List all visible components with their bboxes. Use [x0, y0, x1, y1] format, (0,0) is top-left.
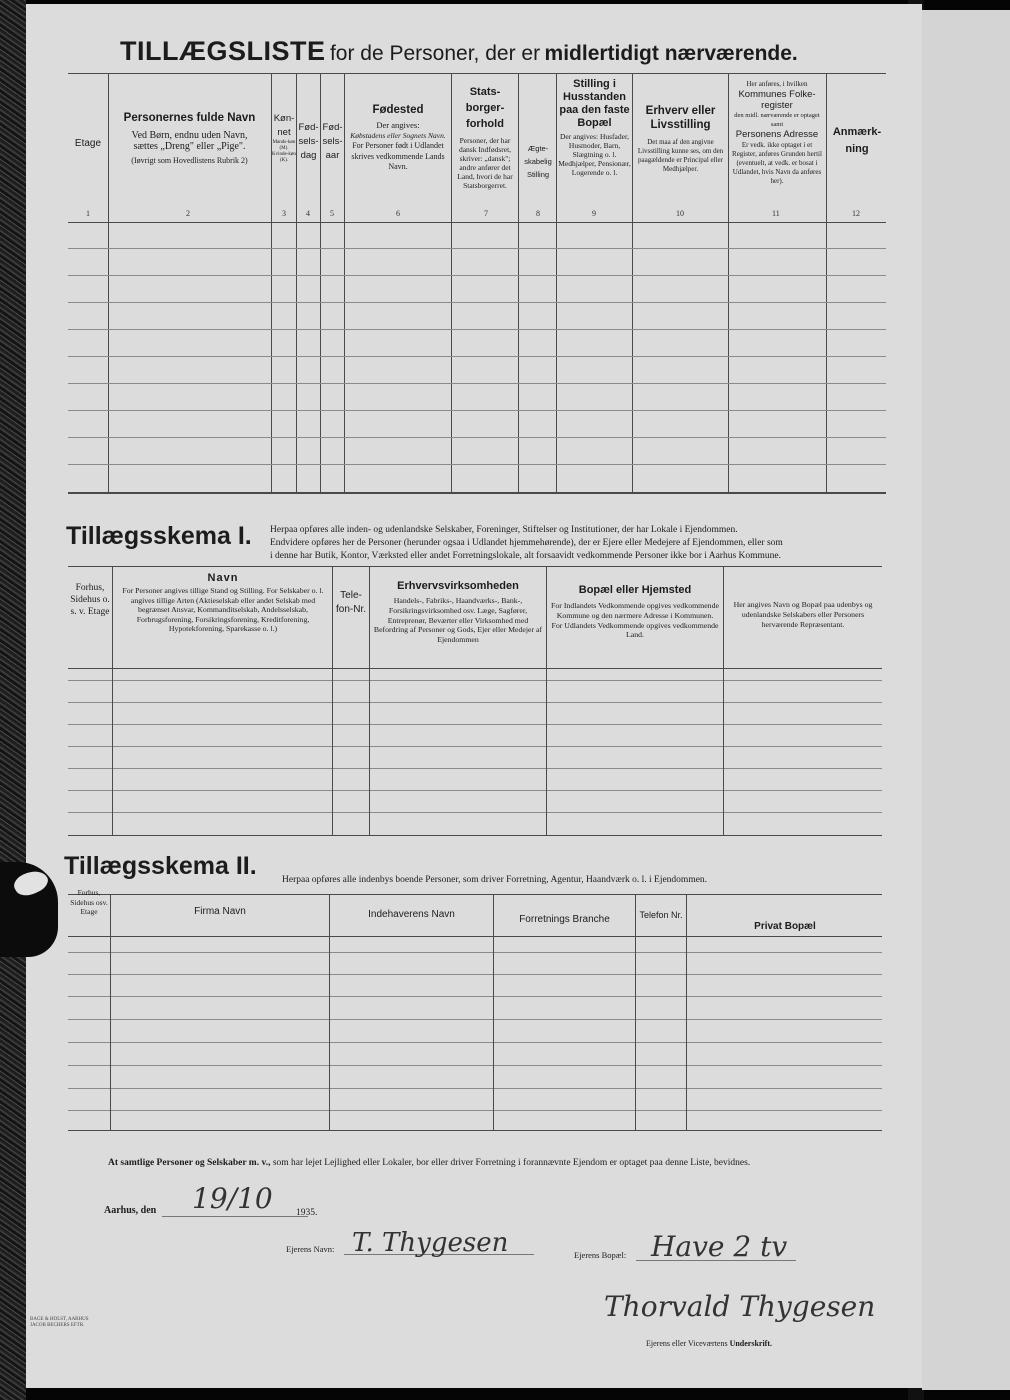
signature-label-text: Ejerens eller Viceværtens — [646, 1339, 728, 1348]
skema1-col-bopael-header — [549, 584, 721, 640]
page-title — [120, 36, 900, 67]
col-kon-label: Køn-net — [273, 113, 295, 138]
date-handwritten: 19/10 — [192, 1182, 273, 1215]
date-line — [162, 1216, 308, 1217]
col-erhverv-desc: Det maa af den angivne Livsstilling kunne ses, om den paagældende er Principal eller Medhjælper. — [637, 138, 724, 173]
skema2-col-etage: Forhus, Sidehus osv. Etage — [70, 888, 108, 916]
skema2-title: Tillægsskema II. — [64, 852, 257, 880]
skema2-col-privat-bopael — [690, 921, 880, 932]
skema1-title: Tillægsskema I. — [66, 522, 252, 550]
skema1-col-bopael-desc2: For Udlandets Vedkommende opgives vedkommende Land. — [551, 620, 719, 640]
skema1-intro3: i denne har Butik, Kontor, Værksted eller andet Forretningslokale, alt forsaavidt vedkommende Personer ikke bor i Aarhus Kommune. — [270, 551, 782, 561]
col-num-7: 7 — [484, 209, 488, 218]
col-num-4: 4 — [306, 209, 310, 218]
signature-label — [646, 1339, 772, 1348]
skema1-col-navn-header — [116, 572, 330, 634]
skema1-col-repraesentant: Her angives Navn og Bopæl paa udenbys og udenlandske Selskabers eller Personers herværende Repræsentant. — [733, 600, 873, 629]
col-num-1: 1 — [86, 209, 90, 218]
footer-statement-text: som har lejet Lejlighed eller Lokaler, bor eller driver Forretning i forannævnte Ejendom er optaget paa denne Liste, bevidnes. — [272, 1158, 751, 1168]
col-erhverv-label: Erhverv eller Livsstilling — [645, 105, 716, 131]
col-folkeregister-label2: Personens Adresse — [735, 129, 819, 140]
col-etage-label: Etage — [74, 138, 102, 149]
skema2-intro: Herpaa opføres alle indenbys boende Personer, som driver Forretning, Agentur, Haandværk o. l. i Ejendommen. — [282, 875, 708, 885]
col-num-12: 12 — [852, 209, 860, 218]
col-navn-desc3: (Iøvrigt som Hovedlistens Rubrik 2) — [131, 156, 248, 165]
title-bold: midlertidigt nærværende. — [544, 42, 798, 65]
skema2-col-privat-bopael-label: Privat Bopæl — [754, 921, 816, 932]
skema1-col-erhverv-desc: Handels-, Fabriks-, Haandværks-, Bank-, Forsikringsvirksomhed osv. Læge, Sagfører, Entreprenør, Beværter eller Virksomhed med Befordring af Personer og Gods, Ejer eller Medejer af Ejendommen — [373, 596, 543, 645]
col-folkeregister-header — [729, 80, 825, 186]
skema1-col-etage: Forhus, Sidehus o. s. v. Etage — [70, 583, 110, 617]
form-page — [26, 4, 922, 1388]
col-num-11: 11 — [772, 209, 780, 218]
skema2-top-rule — [68, 894, 882, 895]
col-num-3: 3 — [282, 209, 286, 218]
signature-handwritten: Thorvald Thygesen — [604, 1290, 876, 1323]
col-aegteskabelig-label: Ægte-skabelig Stilling — [524, 144, 552, 179]
skema1-intro2: Endvidere opføres her de Personer (herunder ogsaa i Udlandet hjemmehørende), der er Ejere eller Medejere af Ejendommen, eller som — [270, 538, 783, 548]
col-stilling-label: Stilling i Husstanden paa den faste — [559, 78, 630, 116]
skema1-col-bopael-label: Bopæl eller Hjemsted — [578, 584, 692, 596]
table-top-rule — [68, 73, 886, 74]
skema2-col-branche: Forretnings Branche — [519, 914, 610, 925]
printer-line1: BAGE & HOLST, AARHUS — [30, 1317, 89, 1322]
footer-place-text: Aarhus, den — [104, 1205, 157, 1216]
col-stilling-desc: Der angives: Husfader, Husmoder, Barn, Slægtning o. l. Medhjælper, Pensionær, Logerende o. l. — [558, 132, 631, 177]
owner-name-handwritten: T. Thygesen — [352, 1228, 509, 1258]
col-erhverv-header — [634, 104, 727, 174]
col-num-8: 8 — [536, 209, 540, 218]
footer-place — [104, 1205, 156, 1216]
col-stilling-label2: Bopæl — [577, 117, 612, 129]
col-navn-label: Personernes fulde Navn — [123, 112, 256, 124]
skema1-col-erhverv-header — [372, 580, 544, 645]
next-page-edge — [922, 10, 1010, 1390]
skema1-bottom-rule — [68, 835, 882, 836]
skema1-intro1: Herpaa opføres alle inden- og udenlandske Selskaber, Foreninger, Stiftelser og Institutioner, der har Lokale i Ejendommen. — [270, 525, 738, 535]
skema2-bottom-rule — [68, 1130, 882, 1131]
col-fodested-label: Fødested — [372, 104, 424, 116]
book-binding — [0, 0, 26, 1400]
col-folkeregister-label: Kommunes Folke-register — [738, 89, 816, 111]
printer-line2: JACOB BECHERS EFTR. — [30, 1323, 85, 1328]
col-fodested-desc1: Der angives: — [376, 120, 420, 130]
col-statsborger-header — [453, 84, 517, 190]
col-navn-desc2: sættes „Dreng" eller „Pige". — [133, 141, 246, 152]
col-num-5: 5 — [330, 209, 334, 218]
col-fodselsaar-label: Fød-sels-aar — [322, 122, 343, 161]
skema2-col-indehaver: Indehaverens Navn — [368, 909, 455, 920]
printer-imprint — [30, 1317, 89, 1329]
skema1-col-navn-desc: For Personer angives tillige Stand og Stilling. For Selskaber o. l. angives tillige Arten (Aktieselskab eller andet Selskab med begrænset Ansvar, Kommanditselskab, Andelsselskab, Forbrugsforening, Forsikringsforening, Kreditforening, Hypotekforening, Sparekasse o. l.) — [122, 586, 324, 633]
col-num-9: 9 — [592, 209, 596, 218]
skema1-col-bopael-desc1: For Indlandets Vedkommende opgives vedkommende Kommune og den nærmere Adresse i Kommunen. — [551, 601, 719, 620]
col-anmaerkning-label: Anmærk-ning — [832, 126, 882, 155]
col-kon-desc: Mands-køn (M). Kvinde-køn (K). — [272, 140, 296, 163]
signature-label-bold: Underskrift. — [729, 1339, 773, 1348]
col-statsborger-label: Stats-borger-forhold — [465, 86, 505, 130]
col-num-2: 2 — [186, 209, 190, 218]
skema1-col-telefon: Tele-fon-Nr. — [335, 590, 366, 615]
col-kon-header — [272, 112, 296, 164]
col-fodested-desc2: Købstadens eller Sognets Navn. — [350, 130, 446, 140]
header-bottom-rule — [68, 222, 886, 223]
title-main: TILLÆGSLISTE — [120, 36, 326, 66]
col-fodselsdag-label: Fød-sels-dag — [298, 122, 319, 161]
skema1-col-navn-label: Navn — [207, 572, 239, 584]
col-folkeregister-desc0: den midl. nærværende er optaget samt — [734, 112, 820, 128]
col-statsborger-desc: Personer, der har dansk Indfødsret, skriver: „dansk"; andre anfører det Land, hvori de har Statsborgerret. — [457, 136, 513, 190]
owner-address-handwritten: Have 2 tv — [651, 1230, 788, 1263]
title-for: for de Personer, der er — [329, 42, 541, 65]
skema1-col-erhverv-label: Erhvervsvirksomheden — [397, 580, 519, 592]
owner-name-label: Ejerens Navn: — [286, 1244, 335, 1254]
footer-year: 1935. — [296, 1208, 318, 1218]
col-folkeregister-desc: Er vedk. ikke optaget i et Register, anføres Grunden hertil (eventuelt, at vedk. er bosat i Udlandet, hvis Navn da anføres her). — [732, 141, 822, 185]
col-navn-desc1: Ved Børn, endnu uden Navn, — [131, 130, 248, 141]
col-num-6: 6 — [396, 209, 400, 218]
skema1-intro — [270, 524, 910, 563]
skema1-header-rule — [68, 668, 882, 669]
table-bottom-rule — [68, 492, 886, 494]
skema1-top-rule — [68, 566, 882, 567]
col-stilling-header — [558, 78, 631, 177]
col-num-10: 10 — [676, 209, 684, 218]
footer-statement-bold: At samtlige Personer og Selskaber m. v., — [108, 1158, 271, 1168]
skema2-col-firma: Firma Navn — [194, 906, 246, 917]
col-folkeregister-label0: Her anføres, i hvilken — [746, 80, 808, 88]
footer-statement — [108, 1158, 888, 1168]
skema2-header-rule — [68, 936, 882, 937]
col-fodested-desc3: For Personer født i Udlandet skrives vedkommende Lands Navn. — [351, 141, 445, 171]
col-fodested-header — [346, 104, 450, 173]
col-navn-header — [112, 112, 267, 165]
skema2-col-telefon: Telefon Nr. — [639, 910, 683, 920]
owner-address-label: Ejerens Bopæl: — [574, 1250, 627, 1260]
